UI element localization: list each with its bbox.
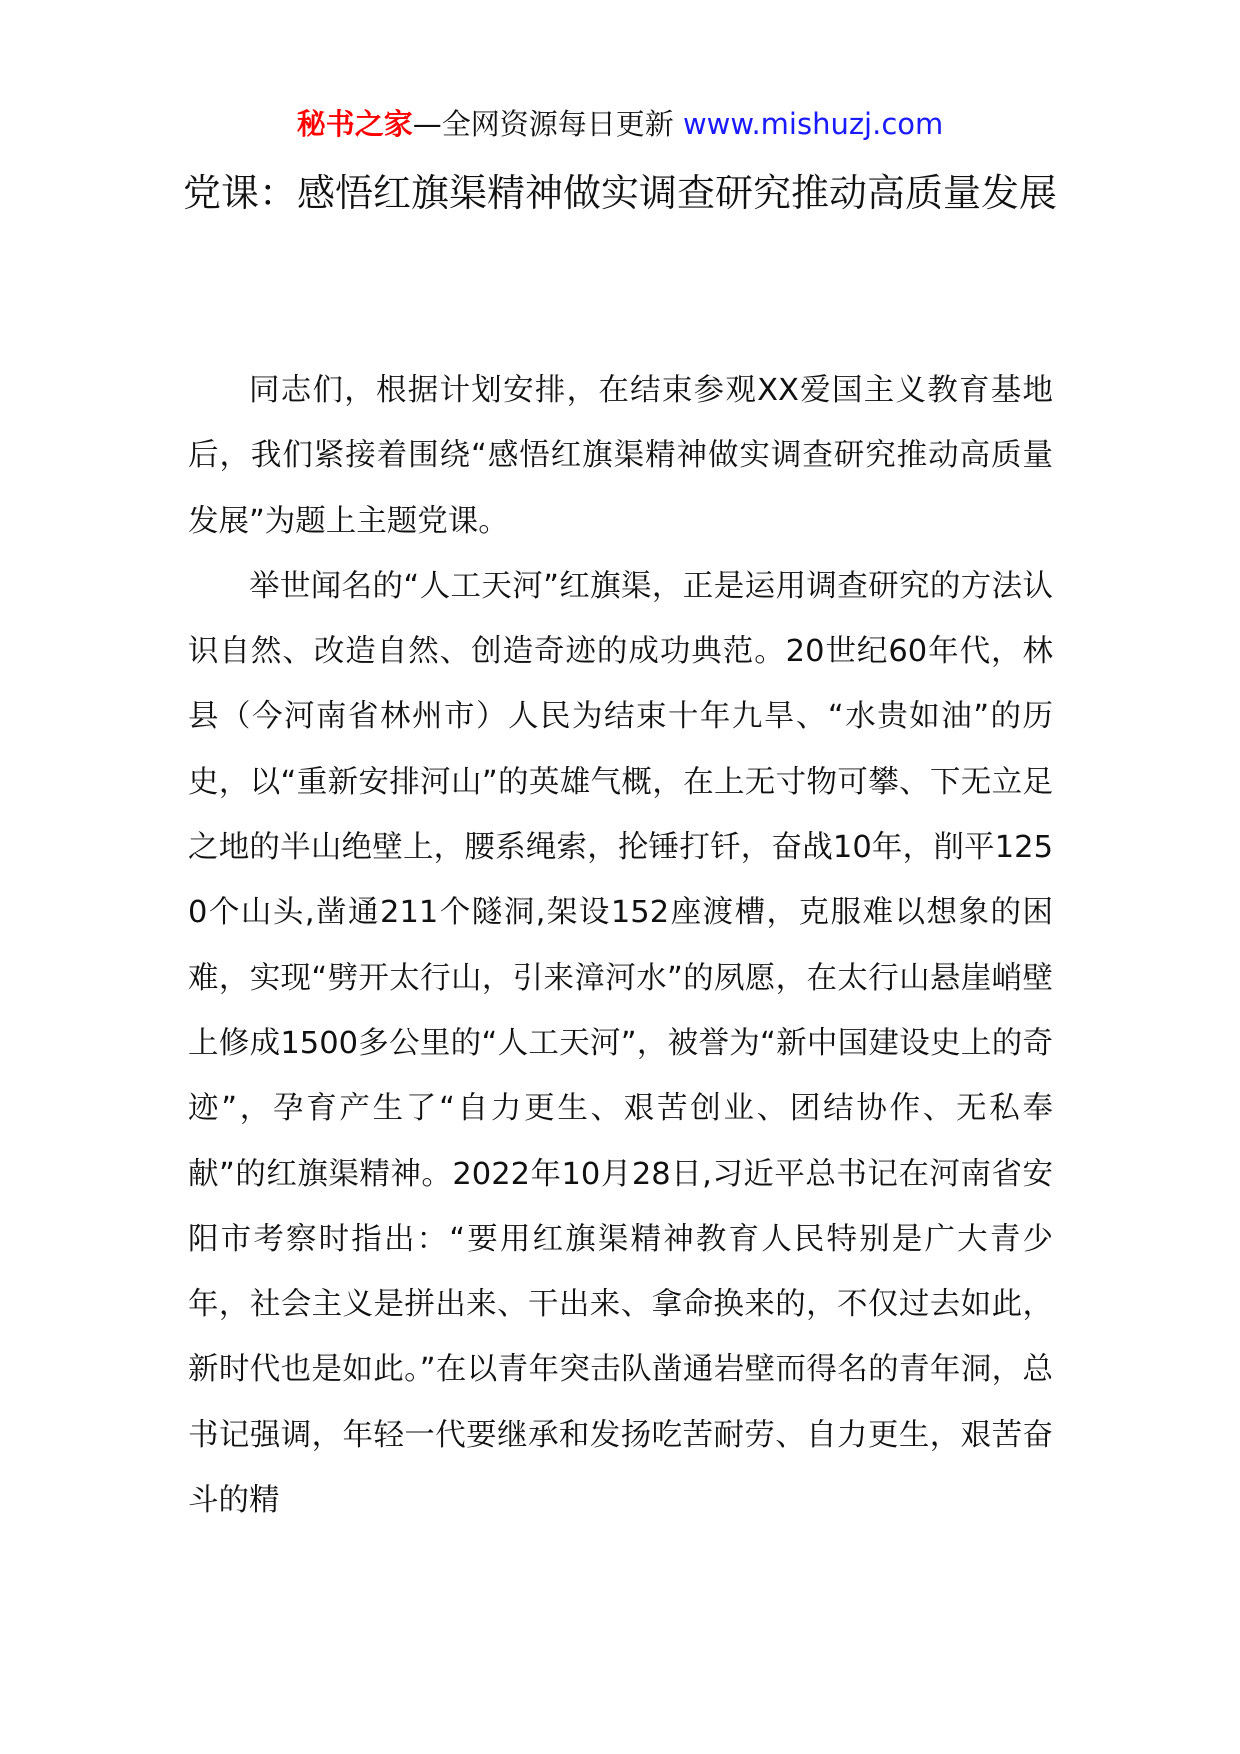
document-body: [188, 358, 1053, 1533]
body-paragraph: 同志们，根据计划安排，在结束参观XX爱国主义教育基地后，我们紧接着围绕“感悟红旗渠精神做实调查研究推动高质量发展”为题上主题党课。: [188, 373, 1053, 539]
body-paragraph: 举世闻名的“人工天河”红旗渠，正是运用调查研究的方法认识自然、改造自然、创造奇迹的成功典范。20世纪60年代，林县（今河南省林州市）人民为结束十年九旱、“水贵如油”的历史，以“重新安排河山”的英雄气概，在上无寸物可攀、下无立足之地的半山绝壁上，腰系绳索，抡锤打钎，奋战10年，削平1250个山头,凿通211个隧洞,架设152座渡槽，克服难以想象的困难，实现“劈开太行山，引来漳河水”的夙愿，在太行山悬崖峭壁上修成1500多公里的“人工天河”，被誉为“新中国建设史上的奇迹”，孕育产生了“自力更生、艰苦创业、团结协作、无私奉献”的红旗渠精神。2022年10月28日,习近平总书记在河南省安阳市考察时指出：“要用红旗渠精神教育人民特别是广大青少年，社会主义是拼出来、干出来、拿命换来的，不仅过去如此，新时代也是如此。”在以青年突击队凿通岩壁而得名的青年洞，总书记强调，年轻一代要继承和发扬吃苦耐劳、自力更生，艰苦奋斗的精: [188, 568, 1053, 1519]
site-url-link[interactable]: www.mishuzj.com: [682, 107, 944, 141]
document-title: 党课：感悟红旗渠精神做实调查研究推动高质量发展: [182, 171, 1057, 215]
site-brand: 秘书之家: [296, 107, 413, 141]
site-tagline: —全网资源每日更新: [412, 107, 683, 141]
site-header: [0, 100, 1240, 148]
